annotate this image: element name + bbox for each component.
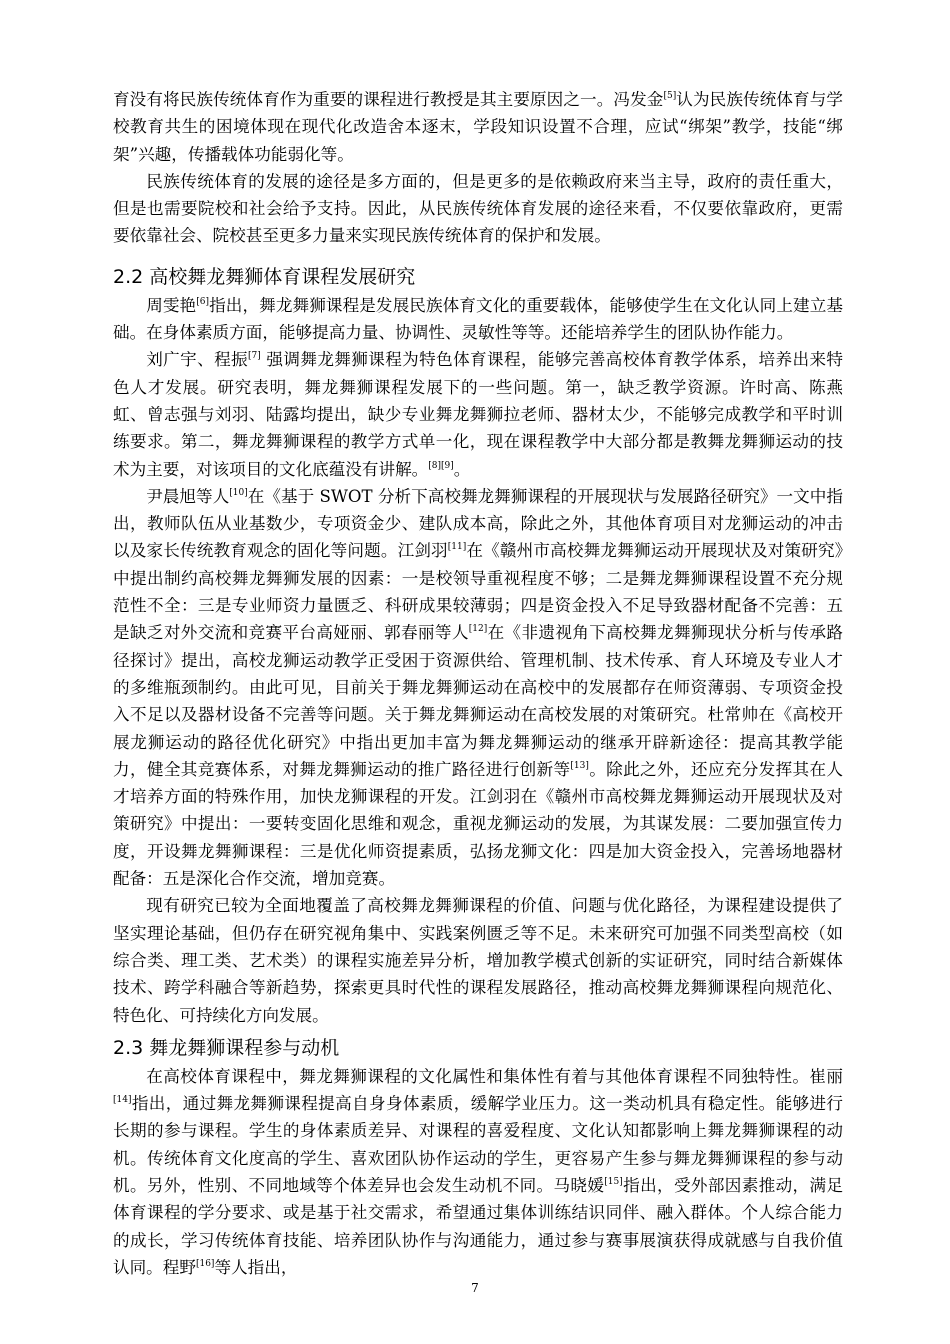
paragraph-5-text-c: 在《赣州市高校舞龙舞狮运动开展现状及对策研究》中提出制约高校舞龙舞狮发展的因素：一是校领导重视程度不够；二是舞龙舞狮课程设置不充分规范性不全：三是专业师资力量匮乏、科研成果较薄弱；四是资金投入不足导致器材配备不完善：五是缺乏对外交流和竞赛平台高娅丽、郭春丽等人 <box>113 541 843 643</box>
citation-11: [11] <box>447 542 467 553</box>
citation-16: [16] <box>195 1258 215 1269</box>
page-number: 7 <box>471 1281 479 1295</box>
page-body <box>113 86 843 1281</box>
paragraph-7 <box>113 1063 843 1281</box>
paragraph-7-text-a: 在高校体育课程中，舞龙舞狮课程的文化属性和集体性有着与其他体育课程不同独特性。崔丽 <box>146 1066 843 1086</box>
paragraph-2: 民族传统体育的发展的途径是多方面的，但是更多的是依赖政府来当主导，政府的责任重大，但是也需要院校和社会给予支持。因此，从民族传统体育发展的途径来看，不仅要依靠政府，更需要依靠社会、院校甚至更多力量来实现民族传统体育的保护和发展。 <box>113 171 843 246</box>
paragraph-5 <box>113 483 843 892</box>
paragraph-1 <box>113 86 843 168</box>
paragraph-7-text-b: 指出，通过舞龙舞狮课程提高自身身体素质，缓解学业压力。这一类动机具有稳定性。能够进行长期的参与课程。学生的身体素质差异、对课程的喜爱程度、文化认知都影响上舞龙舞狮课程的动机。传统体育文化度高的学生、喜欢团队协作运动的学生，更容易产生参与舞龙舞狮课程的参与动机。另外，性别、不同地域等个体差异也会发生动机不同。马晓媛 <box>113 1094 843 1195</box>
citation-14: [14] <box>113 1095 132 1106</box>
citation-6: [6] <box>196 296 209 307</box>
citation-7: [7] <box>248 351 261 362</box>
paragraph-5-text-b: 在《基于 SWOT 分析下高校舞龙舞狮课程的开展现状与发展路径研究》一文中指出，教师队伍从业基数少，专项资金少、建队成本高，除此之外，其他体育项目对龙狮运动的冲击以及家长传统教育观念的固化等问题。江剑羽 <box>113 486 843 561</box>
paragraph-1-text-b: 认为民族传统体育与学校教育共生的困境体现在现代化改造舍本逐末，学段知识设置不合理，应试“绑架”教学，技能“绑架”兴趣，传播载体功能弱化等。 <box>113 90 844 164</box>
citation-13: [13] <box>570 760 589 771</box>
section-heading-2-2: 2.2 高校舞龙舞狮体育课程发展研究 <box>113 265 416 288</box>
section-heading-2-3: 2.3 舞龙舞狮课程参与动机 <box>113 1036 340 1059</box>
paragraph-4-text-a: 刘广宇、程振 <box>146 350 249 370</box>
citation-12: [12] <box>468 624 488 635</box>
paragraph-4-text-c: 。 <box>453 459 471 479</box>
paragraph-5-text-e: 。除此之外，还应充分发挥其在人才培养方面的特殊作用，加快龙狮课程的开发。江剑羽在《赣州市高校舞龙舞狮运动开展现状及对策研究》中提出：一要转变固化思维和观念，重视龙狮运动的发展，为其谋发展：二要加强宣传力度，开设舞龙舞狮课程：三是优化师资提素质，弘扬龙狮文化：四是加大资金投入，完善场地器材配备：五是深化合作交流，增加竞赛。 <box>113 759 844 889</box>
paragraph-3-text-a: 周雯艳 <box>146 295 197 315</box>
citation-8-9: [8][9] <box>428 460 454 471</box>
paragraph-5-text-d: 在《非遗视角下高校舞龙舞狮现状分析与传承路径探讨》提出，高校龙狮运动教学正受困于资源供给、管理机制、技术传承、育人环境及专业人才的多维瓶颈制约。由此可见，目前关于舞龙舞狮运动在高校中的发展都存在师资薄弱、专项资金投入不足以及器材设备不完善等问题。关于舞龙舞狮运动在高校发展的对策研究。杜常帅在《高校开展龙狮运动的路径优化研究》中指出更加丰富为舞龙舞狮运动的继承开辟新途径：提高其教学能力，健全其竞赛体系，对舞龙舞狮运动的推广路径进行创新等 <box>113 623 844 779</box>
citation-5: [5] <box>663 91 677 101</box>
paragraph-6: 现有研究已较为全面地覆盖了高校舞龙舞狮课程的价值、问题与优化路径，为课程建设提供了坚实理论基础，但仍存在研究视角集中、实践案例匮乏等不足。未来研究可加强不同类型高校（如综合类、理工类、艺术类）的课程实施差异分析，增加教学模式创新的实证研究，同时结合新媒体技术、跨学科融合等新趋势，探索更具时代性的课程发展路径，推动高校舞龙舞狮课程向规范化、特色化、可持续化方向发展。 <box>113 896 843 1025</box>
paragraph-1-text-a: 育没有将民族传统体育作为重要的课程进行教授是其主要原因之一。冯发金 <box>113 90 664 109</box>
paragraph-3-text-b: 指出，舞龙舞狮课程是发展民族体育文化的重要载体，能够使学生在文化认同上建立基础。在身体素质方面，能够提高力量、协调性、灵敏性等等。还能培养学生的团队协作能力。 <box>113 295 844 343</box>
citation-10: [10] <box>229 487 248 498</box>
paragraph-7-text-c: 指出，受外部因素推动，满足体育课程的学分要求、或是基于社交需求，希望通过集体训练结识同伴、融入群体。个人综合能力的成长，学习传统体育技能、培养团队协作与沟通能力，通过参与赛事展演获得成就感与自我价值认同。程野 <box>113 1175 844 1277</box>
paragraph-3 <box>113 292 843 347</box>
paragraph-5-text-a: 尹晨旭等人 <box>146 486 230 506</box>
paragraph-4-text-b: 强调舞龙舞狮课程为特色体育课程，能够完善高校体育教学体系，培养出来特色人才发展。研究表明，舞龙舞狮课程发展下的一些问题。第一，缺乏教学资源。许时高、陈燕虹、曾志强与刘羽、陆露均提出，缺少专业舞龙舞狮拉老师、器材太少，不能够完成教学和平时训练要求。第二，舞龙舞狮课程的教学方式单一化，现在课程教学中大部分都是教舞龙舞狮运动的技术为主要，对该项目的文化底蕴没有讲解。 <box>113 350 844 479</box>
paragraph-7-text-d: 等人指出， <box>214 1257 298 1277</box>
citation-15: [15] <box>604 1176 623 1187</box>
paragraph-4 <box>113 346 843 482</box>
